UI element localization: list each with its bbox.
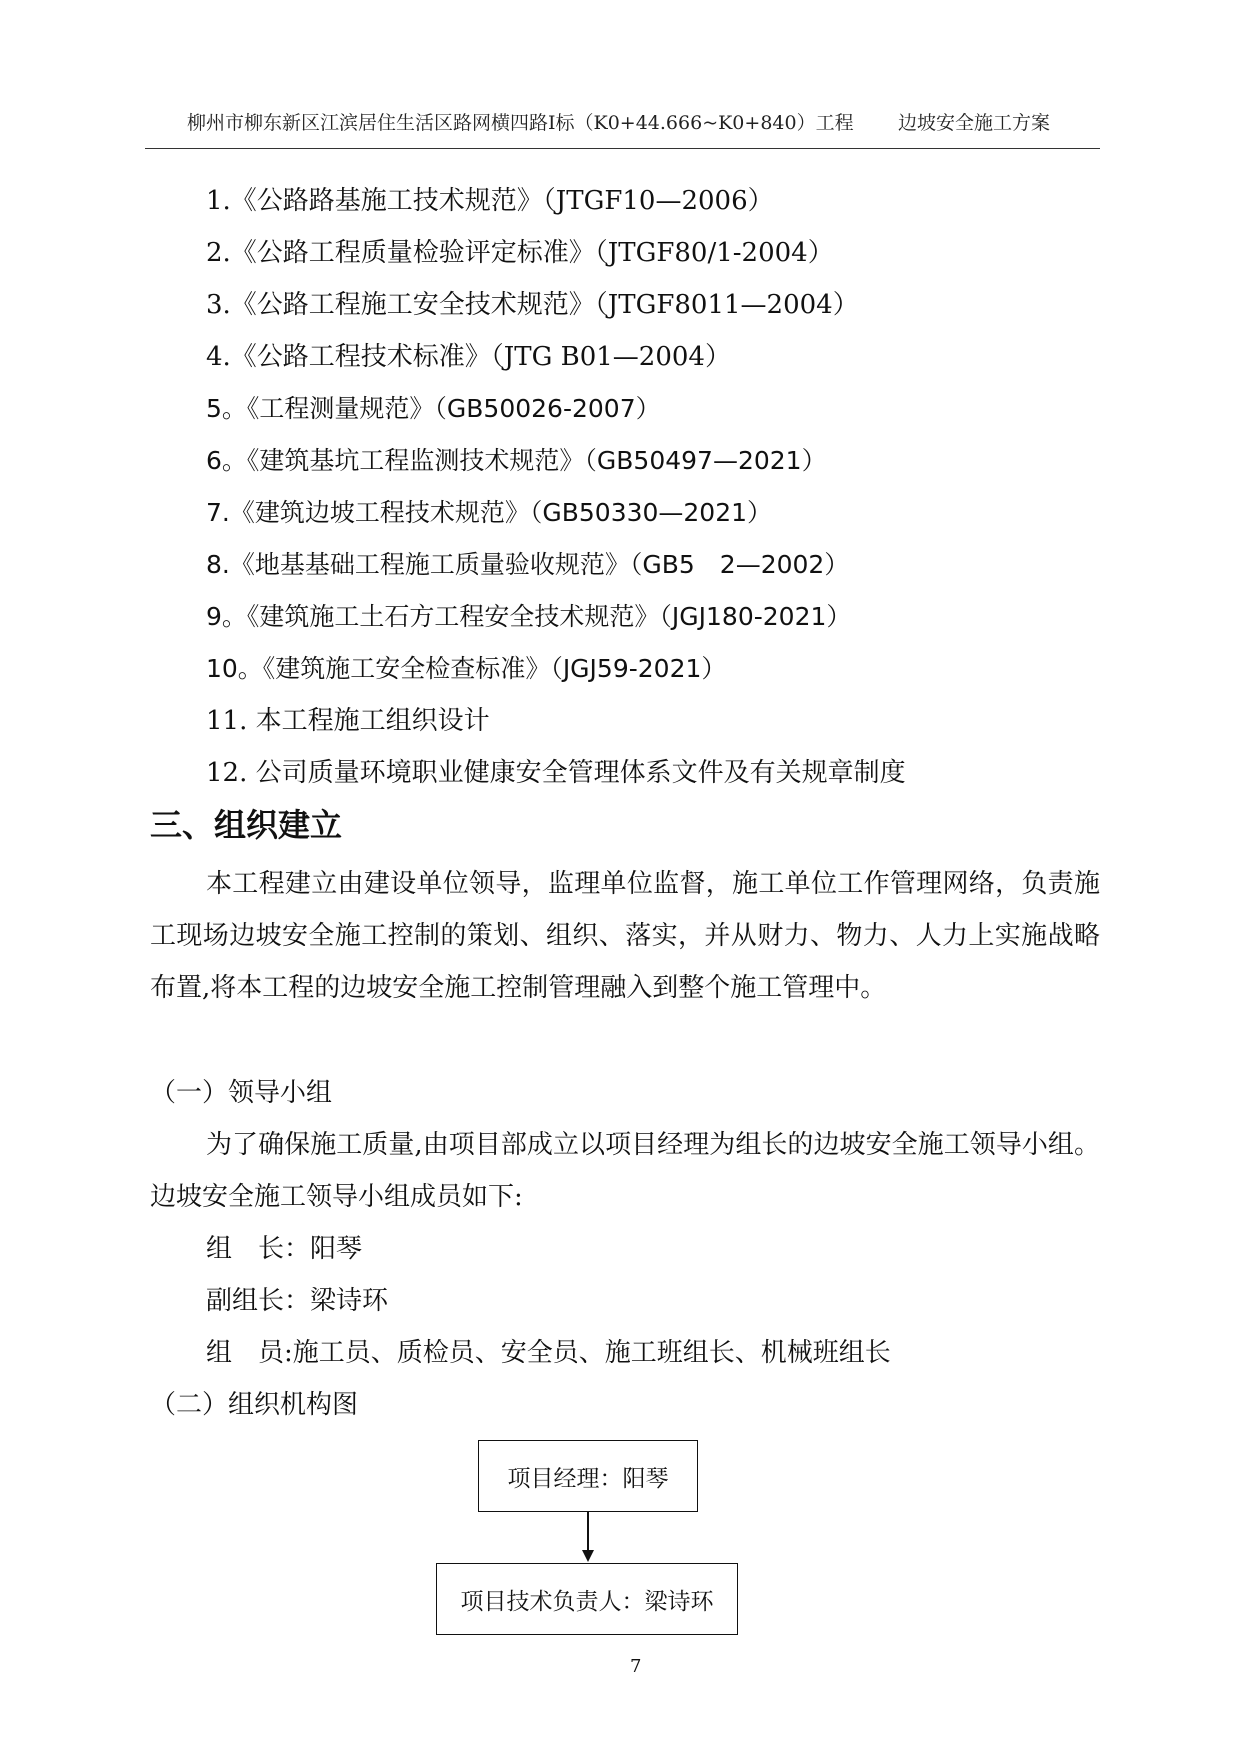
org-connector-line	[587, 1511, 589, 1555]
arrow-down-icon	[582, 1550, 594, 1562]
page-header	[145, 98, 1100, 149]
header-document-title: 边坡安全施工方案	[898, 112, 1051, 134]
reference-item: 12. 公司质量环境职业健康安全管理体系文件及有关规章制度	[206, 758, 906, 788]
reference-item: 1.《公路路基施工技术规范》（JTGF10—2006）	[206, 186, 774, 216]
org-box-technical-lead: 项目技术负责人：梁诗环	[436, 1563, 738, 1635]
reference-item: 9。《建筑施工土石方工程安全技术规范》（JGJ180-2021）	[206, 602, 852, 631]
group-members: 组 员:施工员、质检员、安全员、施工班组长、机械班组长	[206, 1338, 891, 1368]
reference-list	[206, 175, 906, 799]
section-intro-paragraph: 本工程建立由建设单位领导，监理单位监督，施工单位工作管理网络，负责施工现场边坡安全施工控制的策划、组织、落实，并从财力、物力、人力上实施战略布置,将本工程的边坡安全施工控制管理融入到整个施工管理中。	[150, 869, 1100, 1003]
reference-item: 4.《公路工程技术标准》（JTG B01—2004）	[206, 342, 731, 372]
subsection-title-leadership: （一）领导小组	[150, 1078, 333, 1108]
reference-item: 8.《地基基础工程施工质量验收规范》（GB5 2—2002）	[206, 550, 850, 579]
org-box-project-manager: 项目经理：阳琴	[478, 1440, 698, 1512]
reference-item: 7.《建筑边坡工程技术规范》（GB50330—2021）	[206, 498, 773, 527]
reference-item: 5。《工程测量规范》（GB50026-2007）	[206, 394, 661, 423]
reference-item: 2.《公路工程质量检验评定标准》（JTGF80/1-2004）	[206, 238, 834, 268]
header-project-title: 柳州市柳东新区江滨居住生活区路网横四路Ⅰ标（K0+44.666~K0+840）工程	[187, 112, 854, 134]
section-heading: 三、组织建立	[150, 806, 343, 844]
reference-item: 11. 本工程施工组织设计	[206, 706, 490, 736]
page-number: 7	[630, 1656, 642, 1677]
group-leader: 组 长：阳琴	[206, 1234, 363, 1264]
subsection-title-org-chart: （二）组织机构图	[150, 1390, 359, 1420]
group-deputy-leader: 副组长：梁诗环	[206, 1286, 389, 1316]
reference-item: 6。《建筑基坑工程监测技术规范》（GB50497—2021）	[206, 446, 827, 475]
reference-item: 10。《建筑施工安全检查标准》（JGJ59-2021）	[206, 654, 727, 683]
leadership-description: 为了确保施工质量,由项目部成立以项目经理为组长的边坡安全施工领导小组。边坡安全施工领导小组成员如下:	[150, 1130, 1100, 1212]
reference-item: 3.《公路工程施工安全技术规范》（JTGF8011—2004）	[206, 290, 859, 320]
